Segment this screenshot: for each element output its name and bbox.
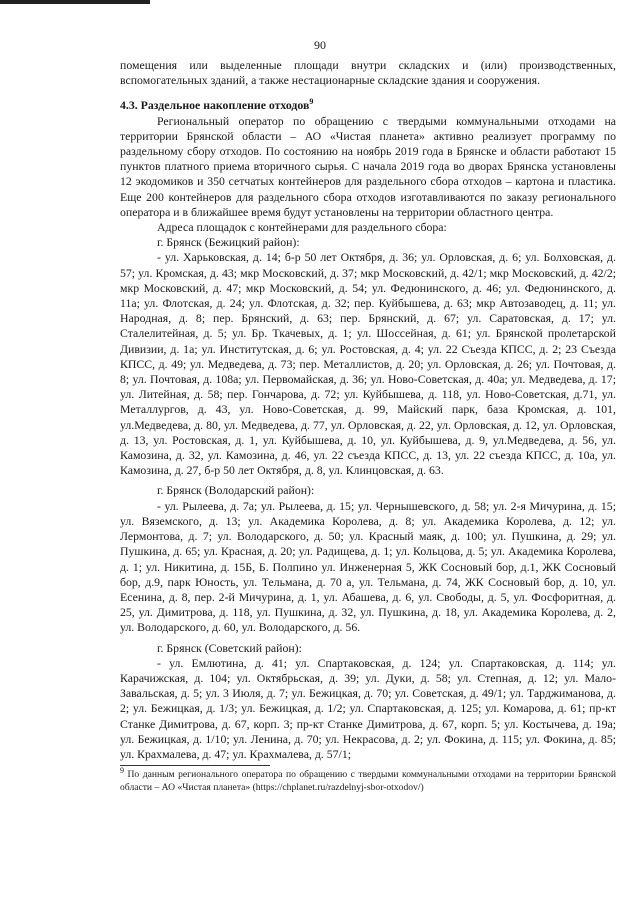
district-addresses-sovetsky: - ул. Емлютина, д. 41; ул. Спартаковская, д. 124; ул. Спартаковская, д. 114; ул. Карачижская, д. 104; ул. Октябрьская, д. 39; ул. Дуки, д. 58; ул. Степная, д. 12; ул. Мало-Завальская, д. 5; ул. 3 Июля, д. 7; ул. Бежицкая, д. 70; ул. Советская, д. 49/1; ул. Тарджиманова, д. 2; ул. Бежицкая, д. 1/3; ул. Бежицкая, д. 1/2; ул. Спартаковская, д. 125; ул. Комарова, д. 61; пр-кт Станке Димитрова, д. 67, корп. 3; пр-кт Станке Димитрова, д. 67, корп. 5; ул. Костычева, д. 19а; ул. Бежицкая, д. 1/10; ул. Ленина, д. 70; ул. Некрасова, д. 2; ул. Фокина, д. 115; ул. Фокина, д. 85; ул. Крахмалева, д. 47; ул. Крахмалева, д. 57/1; (120, 655, 616, 761)
district-heading-sovetsky: г. Брянск (Советский район): (157, 640, 302, 655)
footnote-mark: 9 (120, 765, 124, 775)
page-number: 90 (314, 38, 326, 52)
page-body (120, 58, 616, 794)
section-title: 4.3. Раздельное накопление отходов (120, 98, 310, 113)
district-addresses-volodarsky: - ул. Рылеева, д. 7а; ул. Рылеева, д. 15; ул. Чернышевского, д. 58; ул. 2-я Мичурина, д. 15; ул. Вяземского, д. 13; ул. Академика Королева, д. 8; ул. Академика Королева, д. 12; ул. Лермонтова, д. 7; ул. Володарского, д. 50; ул. Красный маяк, д. 100; ул. Пушкина, д. 29; ул. Пушкина, д. 65; ул. Красная, д. 20; ул. Радищева, д. 1; ул. Кольцова, д. 5; ул. Академика Королева, д. 1; ул. Никитина, д. 15Б, Б. Полпино ул. Инженерная 5, ЖК Сосновый бор, д.1, ЖК Сосновый бор, д.9, парк Юность, ул. Тельмана, д. 70 а, ул. Тельмана, д. 74, ЖК Сосновый бор, д. 10, ул. Есенина, д. 8, пер. 2-й Мичурина, д. 1, ул. Абашева, д. 6, ул. Свободы, д. 5, ул. Фосфоритная, д. 25, ул. Димитрова, д. 118, ул. Пушкина, д. 32, ул. Пушкина, д. 18, ул. Академика Королева, д. 2, ул. Володарского, д. 60, ул. Володарского, д. 56. (120, 498, 616, 635)
district-heading-volodarsky: г. Брянск (Володарский район): (157, 483, 315, 498)
section-heading (120, 98, 616, 113)
addresses-intro: Адреса площадок с контейнерами для раздельного сбора: (157, 220, 447, 235)
district-heading-bezhitsky: г. Брянск (Бежицкий район): (157, 235, 300, 250)
intro-paragraph: помещения или выделенные площади внутри складских и (или) производственных, вспомогательных зданий, а также нестационарные складские здания и сооружения. (120, 58, 616, 88)
footnote-divider (120, 765, 270, 766)
district-addresses-bezhitsky: - ул. Харьковская, д. 14; б-р 50 лет Октября, д. 36; ул. Орловская, д. 6; ул. Болховская, д. 57; ул. Кромская, д. 43; мкр Московский, д. 37; мкр Московский, д. 42/1; мкр Московский, д. 42/2; мкр Московский, д. 47; мкр Московский, д. 54; ул. Федюнинского, д. 46; ул. Федюнинского, д. 11а; ул. Флотская, д. 24; ул. Флотская, д. 32; пер. Куйбышева, д. 63; мкр Автозаводец, д. 11; ул. Народная, д. 8; пер. Брянский, д. 63; пер. Брянский, д. 67; ул. Саратовская, д. 17; ул. Сталелитейная, д. 5; ул. Бр. Ткачевых, д. 1; ул. Шоссейная, д. 61; ул. Брянской пролетарской Дивизии, д. 1а; ул. Институтская, д. 6; ул. Ростовская, д. 4; ул. 22 Съезда КПСС, д. 2; 23 Съезда КПСС, д. 49; ул. Медведева, д. 73; пер. Металлистов, д. 20; ул. Орловская, д. 26; ул. Почтовая, д. 8; ул. Почтовая, д. 108а; ул. Первомайская, д. 36; ул. Ново-Советская, д. 40а; ул. Медведева, д. 17; ул. Литейная, д. 58; пер. Гончарова, д. 72; ул. Куйбышева, д. 118, ул. Ново-Советская, д.71, ул. Металлургов, д. 43, ул. Ново-Советская, д. 99, Майский парк, база Кромская, д. 101, ул.Медведева, д. 80, ул. Медведева, д. 77, ул. Орловская, д. 22, ул. Орловская, д. 12, ул. Орловская, д. 13, ул. Ростовская, д. 1, ул. Куйбышева, д. 10, ул. Куйбышева, д. 9, ул.Медведева, д. 56, ул. Камозина, д. 32, ул. Камозина, д. 46, ул. 22 съезда КПСС, д. 13, ул. 22 съезда КПСС, д. 10а, ул. Камозина, д. 27, б-р 50 лет Октября, д. 8, ул. Клинцовская, д. 63. (120, 250, 616, 478)
footnote-ref: 9 (309, 97, 314, 107)
program-paragraph: Региональный оператор по обращению с твердыми коммунальными отходами на территории Брянской области – АО «Чистая планета» активно реализует программу по раздельному сбору отходов. По состоянию на ноябрь 2019 года в Брянске и области работают 15 пунктов платного приема вторичного сырья. С начала 2019 года во дворах Брянска установлены 12 экодомиков и 350 сетчатых контейнеров для раздельного сбора отходов – картона и пластика. Еще 200 контейнеров для раздельного сбора отходов изготавливаются по заказу регионального оператора и в ближайшее время будут установлены на территории областного центра. (120, 113, 616, 219)
scan-edge-mark (0, 0, 150, 4)
footnote (120, 765, 616, 794)
footnote-text: По данным регионального оператора по обращению с твердыми коммунальными отходами на территории Брянской области – АО «Чистая планета» (https://chplanet.ru/razdelnyj-sbor-otxodov/) (120, 769, 616, 793)
